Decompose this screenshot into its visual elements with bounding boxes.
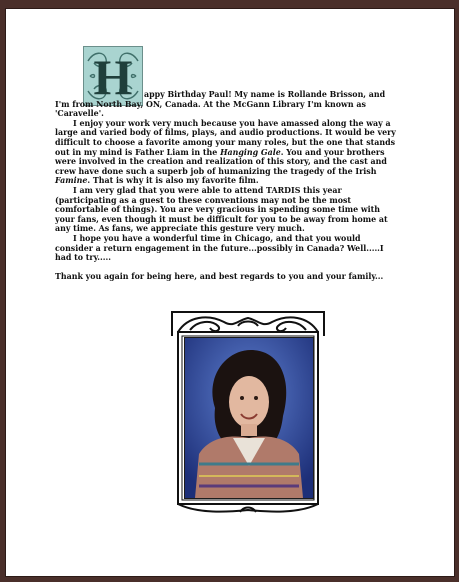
- letter-body: [55, 90, 399, 281]
- famine-word: Famine: [55, 176, 88, 186]
- dropcap-letter: H: [93, 49, 133, 105]
- paragraph-convention: I am very glad that you were able to attend TARDIS this year (participating as a guest to these conventions may not be the most comfortable of things). You are very gracious in spending some time with your fans, even though it must be difficult for you to be away from home at any time. As fans, we appreciate this gesture very much.: [55, 185, 388, 234]
- paragraph-text: . That is why it is also my favorite film.: [87, 176, 259, 186]
- paragraph-greeting: appy Birthday Paul! My name is Rollande Brisson, and I'm from North Bay, ON, Canada. At the McGann Library I'm known as 'Caravelle'.: [55, 90, 386, 119]
- paragraph-chicago: I hope you have a wonderful time in Chicago, and that you would consider a return engagement in the future...possibly in Canada? Well.....I had to try.....: [55, 233, 384, 263]
- closing-line: Thank you again for being here, and best regards to you and your family...: [55, 271, 384, 281]
- film-title: Hanging Gale: [220, 147, 281, 157]
- paragraph-text: . You and your brothers were involved in the creation and realization of this story, and the cast and crew have done such a superb job of humanizing the tragedy of the Irish: [55, 147, 387, 176]
- portrait-photo: [184, 337, 314, 499]
- photo-frame: [168, 306, 328, 518]
- portrait-illustration: [185, 338, 313, 498]
- letter-page: [5, 8, 455, 577]
- paragraph-favorite-work: [55, 119, 399, 186]
- paragraph-text: I enjoy your work very much because you have amassed along the way a large and varied body of films, plays, and audio productions. It would be very difficult to choose a favorite among your many roles, but the one that stands out in my mind is Father Liam in the: [55, 118, 396, 157]
